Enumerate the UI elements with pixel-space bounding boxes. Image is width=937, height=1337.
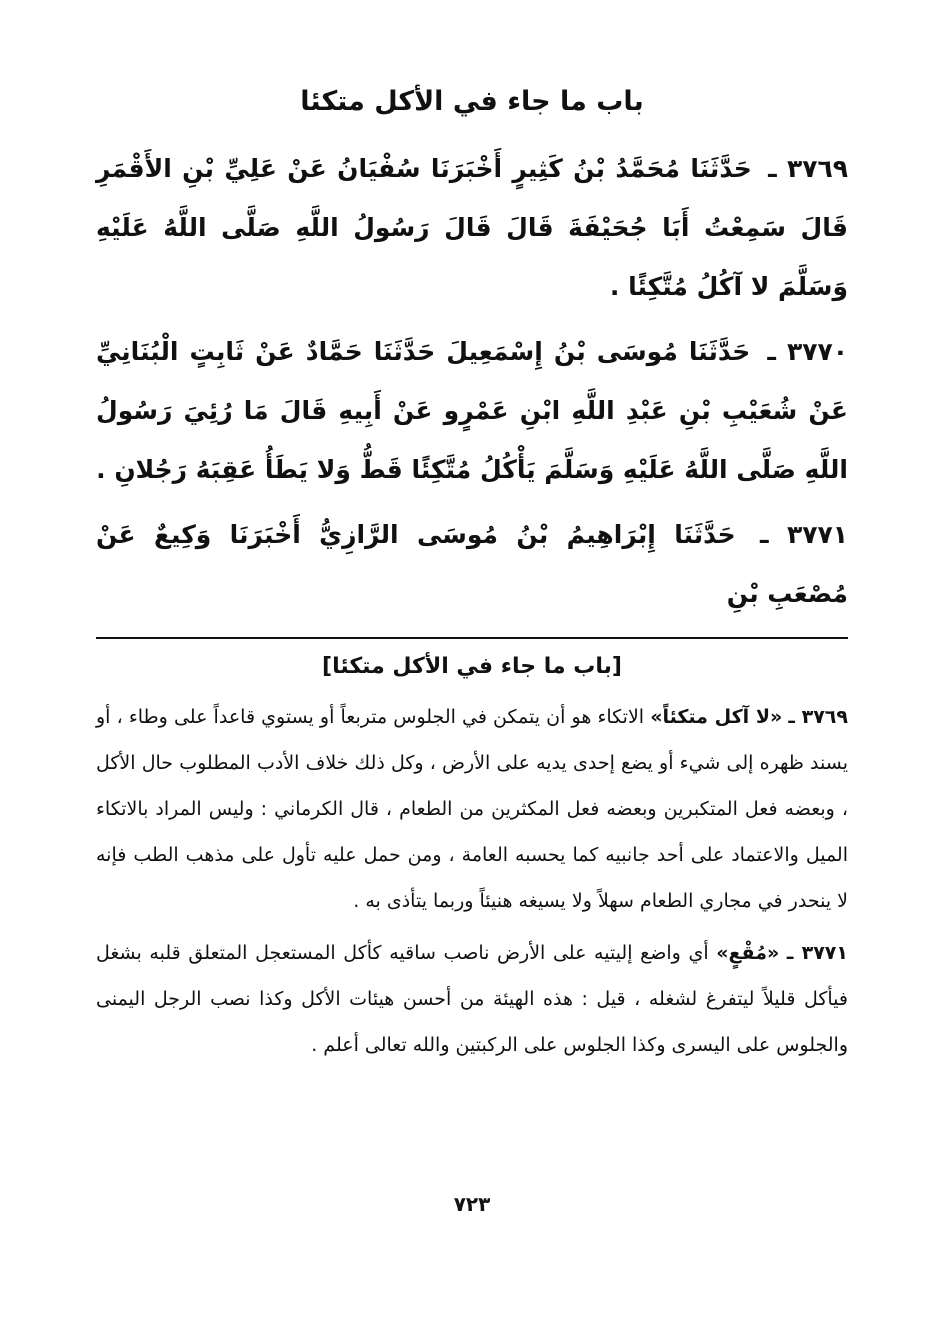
commentary-note-3771 [96,930,848,1068]
section-divider [96,637,848,639]
note-number: ٣٧٧١ ـ [786,941,848,964]
book-page [96,72,848,1292]
note-keyword: «لا آكل متكئاً» [650,705,783,728]
hadith-number: ٣٧٧٠ ـ [767,337,848,367]
hadith-number: ٣٧٧١ ـ [760,520,848,550]
hadith-text: حَدَّثَنَا إِبْرَاهِيمُ بْنُ مُوسَى الرَّازِيُّ أَخْبَرَنَا وَكِيعٌ عَنْ مُصْعَبِ بْنِ [96,520,848,609]
commentary-title: [باب ما جاء في الأكل متكئا] [322,654,622,680]
hadith-3771 [96,505,848,623]
note-keyword: «مُقْعٍ» [716,941,780,964]
note-text: أي واضع إليتيه على الأرض ناصب ساقيه كأكل المستعجل المتعلق قلبه بشغل فيأكل قليلاً ليتفرغ لشغله ، قيل : هذه الهيئة من أحسن هيئات الأكل وكذا نصب الرجل اليمنى والجلوس على اليسرى وكذا الجلوس على الركبتين والله تعالى أعلم . [96,941,848,1056]
hadith-text: حَدَّثَنَا مُحَمَّدُ بْنُ كَثِيرٍ أَخْبَرَنَا سُفْيَانُ عَنْ عَلِيِّ بْنِ الأَقْمَرِ قَالَ سَمِعْتُ أَبَا جُحَيْفَةَ قَالَ قَالَ رَسُولُ اللَّهِ صَلَّى اللَّهُ عَلَيْهِ وَسَلَّمَ لا آكُلُ مُتَّكِئًا . [96,154,848,302]
commentary-note-3769 [96,694,848,924]
note-number: ٣٧٦٩ ـ [788,705,848,728]
chapter-title: باب ما جاء في الأكل متكئا [300,86,644,117]
hadith-number: ٣٧٦٩ ـ [768,154,848,184]
hadith-3769 [96,139,848,316]
hadith-text: حَدَّثَنَا مُوسَى بْنُ إِسْمَعِيلَ حَدَّثَنَا حَمَّادٌ عَنْ ثَابِتٍ الْبُنَانِيِّ عَنْ شُعَيْبِ بْنِ عَبْدِ اللَّهِ ابْنِ عَمْرٍو عَنْ أَبِيهِ قَالَ مَا رُئِيَ رَسُولُ اللَّهِ صَلَّى اللَّهُ عَلَيْهِ وَسَلَّمَ يَأْكُلُ مُتَّكِئًا قَطُّ وَلا يَطَأُ عَقِبَهُ رَجُلانِ . [96,337,848,485]
hadith-3770 [96,322,848,499]
page-number: ٧٢٣ [453,1192,491,1216]
note-text: الاتكاء هو أن يتمكن في الجلوس متربعاً أو يستوي قاعداً على وطاء ، أو يسند ظهره إلى شيء أو يضع إحدى يديه على الأرض ، وكل ذلك خلاف الأدب المطلوب حال الأكل ، وبعضه فعل المتكبرين وبعضه فعل المكثرين من الطعام ، قال الكرماني : وليس المراد بالاتكاء الميل والاعتماد على أحد جانبيه كما يحسبه العامة ، ومن حمل عليه تأول على مذهب الطب فإنه لا ينحدر في مجاري الطعام سهلاً ولا يسيغه هنيئاً وربما يتأذى به . [96,705,848,912]
